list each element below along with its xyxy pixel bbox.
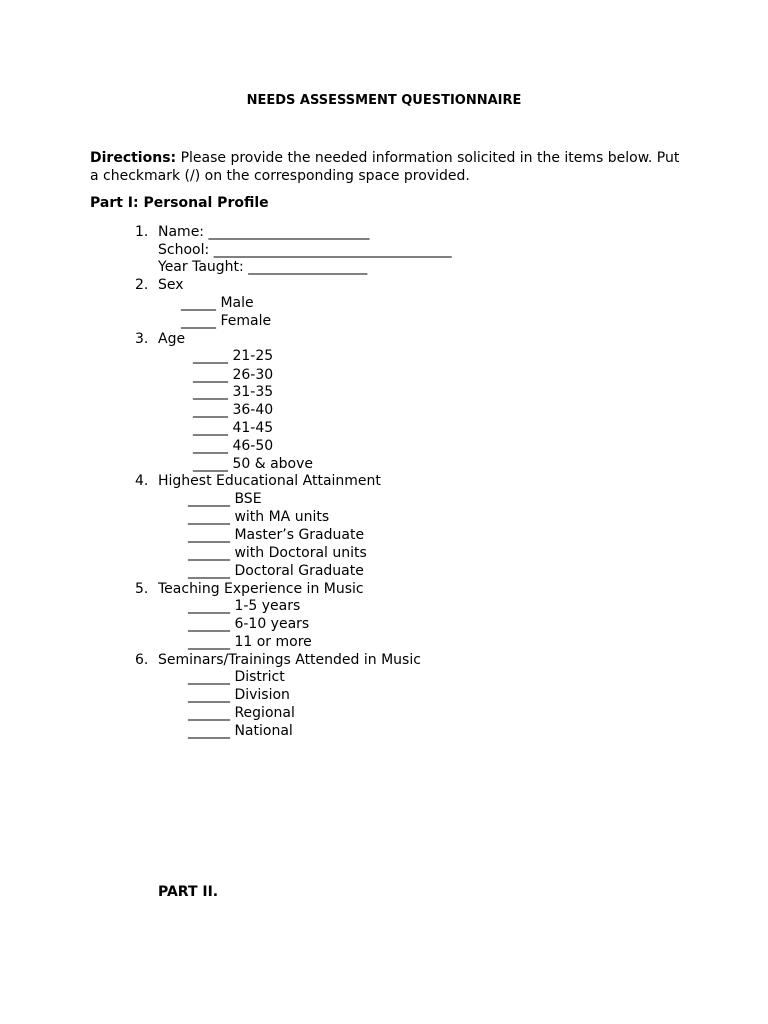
sex-label: Sex xyxy=(158,277,184,293)
age-option: _____ 46-50 xyxy=(193,438,274,454)
item-number: 2. xyxy=(135,277,149,293)
education-option: ______ Master’s Graduate xyxy=(188,527,365,543)
age-option: _____ 36-40 xyxy=(193,402,274,418)
sex-option-female: _____ Female xyxy=(181,313,272,329)
experience-option: ______ 11 or more xyxy=(188,634,312,650)
seminars-label: Seminars/Trainings Attended in Music xyxy=(158,652,421,668)
education-option: ______ with Doctoral units xyxy=(188,545,367,561)
sex-option-male: _____ Male xyxy=(181,295,254,311)
seminars-option: ______ National xyxy=(188,723,293,739)
item-number: 6. xyxy=(135,652,149,668)
directions-text: Please provide the needed information solicited in the items below. Put a checkmark (/) on the corresponding space provided. xyxy=(90,150,680,184)
age-label: Age xyxy=(158,331,186,347)
item-number: 1. xyxy=(135,224,149,240)
item-number: 4. xyxy=(135,473,149,489)
experience-option: ______ 1-5 years xyxy=(188,598,301,614)
item-number: 3. xyxy=(135,331,149,347)
age-option: _____ 26-30 xyxy=(193,367,274,383)
directions-paragraph xyxy=(90,149,690,185)
name-field: Name: _______________________ xyxy=(158,224,370,240)
age-option: _____ 31-35 xyxy=(193,384,274,400)
directions-label: Directions: xyxy=(90,150,177,166)
year-taught-field: Year Taught: _________________ xyxy=(158,259,368,275)
part1-heading: Part I: Personal Profile xyxy=(90,195,269,211)
school-field: School: __________________________________ xyxy=(158,242,452,258)
age-option: _____ 50 & above xyxy=(193,456,314,472)
seminars-option: ______ Division xyxy=(188,687,290,703)
experience-option: ______ 6-10 years xyxy=(188,616,310,632)
experience-label: Teaching Experience in Music xyxy=(158,581,364,597)
education-option: ______ Doctoral Graduate xyxy=(188,563,364,579)
education-option: ______ BSE xyxy=(188,491,262,507)
part2-heading: PART II. xyxy=(158,884,219,900)
item-number: 5. xyxy=(135,581,149,597)
seminars-option: ______ Regional xyxy=(188,705,295,721)
education-label: Highest Educational Attainment xyxy=(158,473,381,489)
document-title: NEEDS ASSESSMENT QUESTIONNAIRE xyxy=(246,93,522,108)
age-option: _____ 21-25 xyxy=(193,348,274,364)
seminars-option: ______ District xyxy=(188,669,285,685)
age-option: _____ 41-45 xyxy=(193,420,274,436)
education-option: ______ with MA units xyxy=(188,509,330,525)
